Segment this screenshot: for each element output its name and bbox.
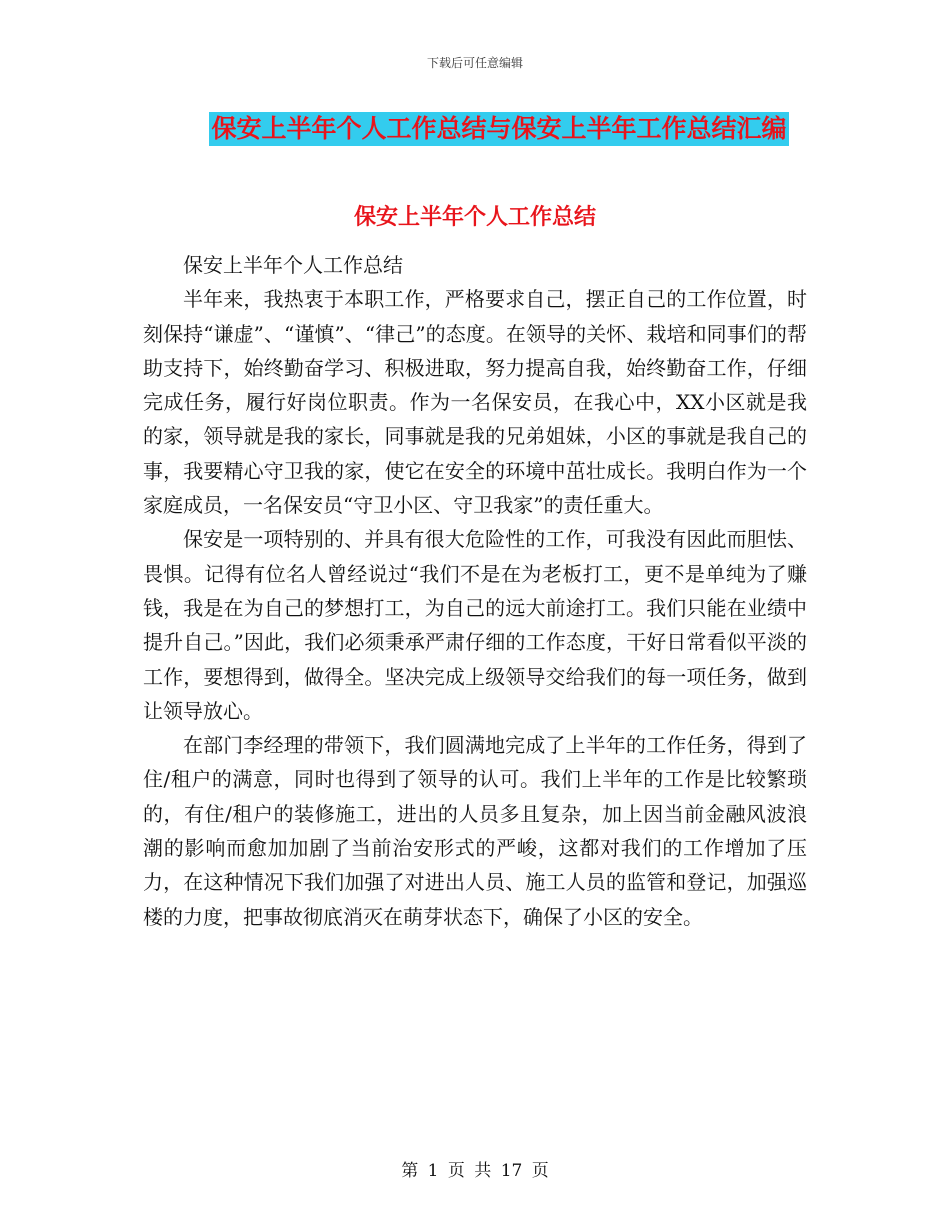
paragraph: 保安是一项特别的、并具有很大危险性的工作，可我没有因此而胆怯、畏惧。记得有位名人曾经说过“我们不是在为老板打工，更不是单纯为了赚钱，我是在为自己的梦想打工，为自己的远大前途打工。我们只能在业绩中提升自己。”因此，我们必须秉承严肃仔细的工作态度，干好日常看似平淡的工作，要想得到，做得全。坚决完成上级领导交给我们的每一项任务，做到让领导放心。: [143, 527, 807, 723]
paragraph-subtitle: 保安上半年个人工作总结: [183, 253, 403, 277]
page-header-note: 下载后可任意编辑: [426, 56, 523, 70]
main-title: 保安上半年个人工作总结与保安上半年工作总结汇编: [209, 112, 788, 146]
page-number-footer: 第 1 页 共 17 页: [401, 1161, 549, 1181]
paragraph: 半年来，我热衷于本职工作，严格要求自己，摆正自己的工作位置，时刻保持“谦虚”、“谨慎”、“律己”的态度。在领导的关怀、栽培和同事们的帮助支持下，始终勤奋学习、积极进取，努力提高自我，始终勤奋工作，仔细完成任务，履行好岗位职责。作为一名保安员，在我心中，XX小区就是我的家，领导就是我的家长，同事就是我的兄弟姐妹，小区的事就是我自己的事，我要精心守卫我的家，使它在安全的环境中茁壮成长。我明白作为一个家庭成员，一名保安员“守卫小区、守卫我家”的责任重大。: [143, 287, 807, 518]
document-body: [143, 248, 807, 934]
main-title-container: [0, 112, 950, 146]
paragraph: 在部门李经理的带领下，我们圆满地完成了上半年的工作任务，得到了住/租户的满意，同时也得到了领导的认可。我们上半年的工作是比较繁琐的，有住/租户的装修施工，进出的人员多且复杂，加上因当前金融风波浪潮的影响而愈加加剧了当前治安形式的严峻，这都对我们的工作增加了压力，在这种情况下我们加强了对进出人员、施工人员的监管和登记，加强巡楼的力度，把事故彻底消灭在萌芽状态下，确保了小区的安全。: [143, 733, 807, 929]
section-title: 保安上半年个人工作总结: [353, 204, 596, 230]
